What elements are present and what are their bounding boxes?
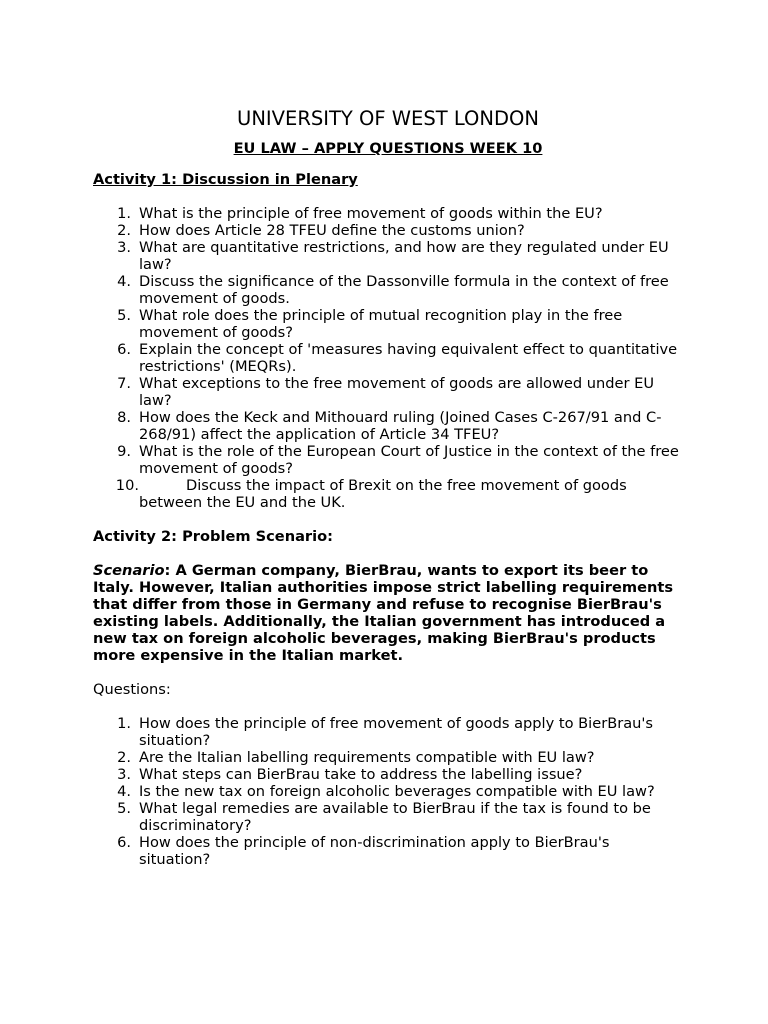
scenario-label: Scenario <box>93 562 165 579</box>
list-item-number: 1. <box>117 715 131 732</box>
list-item-number: 4. <box>117 783 131 800</box>
list-item-text: How does the principle of non-discrimination apply to BierBrau's situation? <box>139 834 610 868</box>
university-title: UNIVERSITY OF WEST LONDON <box>237 107 539 130</box>
list-item-text: What is the principle of free movement of goods within the EU? <box>139 205 603 222</box>
list-item <box>93 443 683 477</box>
list-item <box>93 749 683 766</box>
list-item-text: What steps can BierBrau take to address the labelling issue? <box>139 766 583 783</box>
activity-2-question-list <box>93 715 683 868</box>
list-item-text: What is the role of the European Court of Justice in the context of the free movement of goods? <box>139 443 679 477</box>
list-item <box>93 222 683 239</box>
list-item-number: 8. <box>117 409 131 426</box>
scenario-text: : A German company, BierBrau, wants to export its beer to Italy. However, Italian authorities impose strict labelling requirements that differ from those in Germany and refuse to recognise BierBrau's existing labels. Additionally, the Italian government has introduced a new tax on foreign alcoholic beverages, making BierBrau's products more expensive in the Italian market. <box>93 562 674 664</box>
list-item-text: Is the new tax on foreign alcoholic beverages compatible with EU law? <box>139 783 655 800</box>
list-item <box>93 273 683 307</box>
list-item-text: What role does the principle of mutual recognition play in the free movement of goods? <box>139 307 623 341</box>
list-item-text: How does the principle of free movement of goods apply to BierBrau's situation? <box>139 715 654 749</box>
list-item-number: 10. <box>115 477 139 494</box>
list-item-continuation: between the EU and the UK. <box>139 494 346 511</box>
list-item <box>93 715 683 749</box>
list-item <box>93 341 683 375</box>
list-item <box>93 375 683 409</box>
list-item-text: How does Article 28 TFEU define the customs union? <box>139 222 525 239</box>
activity-1-heading: Activity 1: Discussion in Plenary <box>93 171 358 188</box>
list-item-number: 2. <box>117 222 131 239</box>
activity-2-heading: Activity 2: Problem Scenario: <box>93 528 333 545</box>
list-item-text: What exceptions to the free movement of goods are allowed under EU law? <box>139 375 655 409</box>
list-item <box>93 477 683 511</box>
list-item-number: 5. <box>117 307 131 324</box>
list-item-text: Discuss the impact of Brexit on the free movement of goods <box>186 477 627 494</box>
list-item-number: 9. <box>117 443 131 460</box>
list-item-number: 7. <box>117 375 131 392</box>
list-item-number: 3. <box>117 766 131 783</box>
activity-1-question-list <box>93 205 683 511</box>
list-item-number: 6. <box>117 341 131 358</box>
document-page <box>93 106 683 868</box>
list-item <box>93 307 683 341</box>
list-item <box>93 239 683 273</box>
list-item-number: 1. <box>117 205 131 222</box>
list-item-number: 6. <box>117 834 131 851</box>
list-item-number: 4. <box>117 273 131 290</box>
list-item <box>93 800 683 834</box>
list-item-text: What legal remedies are available to BierBrau if the tax is found to be discriminatory? <box>139 800 651 834</box>
document-subtitle: EU LAW – APPLY QUESTIONS WEEK 10 <box>233 140 543 157</box>
list-item-number: 3. <box>117 239 131 256</box>
list-item <box>93 205 683 222</box>
list-item <box>93 834 683 868</box>
list-item-number: 5. <box>117 800 131 817</box>
list-item-number: 2. <box>117 749 131 766</box>
list-item-text: What are quantitative restrictions, and how are they regulated under EU law? <box>139 239 669 273</box>
list-item-text: How does the Keck and Mithouard ruling (Joined Cases C-267/91 and C-268/91) affect the application of Article 34 TFEU? <box>139 409 662 443</box>
questions-label: Questions: <box>93 681 171 698</box>
list-item <box>93 766 683 783</box>
list-item-text: Discuss the significance of the Dassonville formula in the context of free movement of goods. <box>139 273 669 307</box>
list-item <box>93 783 683 800</box>
list-item <box>93 409 683 443</box>
scenario-paragraph <box>93 562 683 664</box>
list-item-text: Explain the concept of 'measures having equivalent effect to quantitative restrictions' (MEQRs). <box>139 341 678 375</box>
list-item-text: Are the Italian labelling requirements compatible with EU law? <box>139 749 595 766</box>
